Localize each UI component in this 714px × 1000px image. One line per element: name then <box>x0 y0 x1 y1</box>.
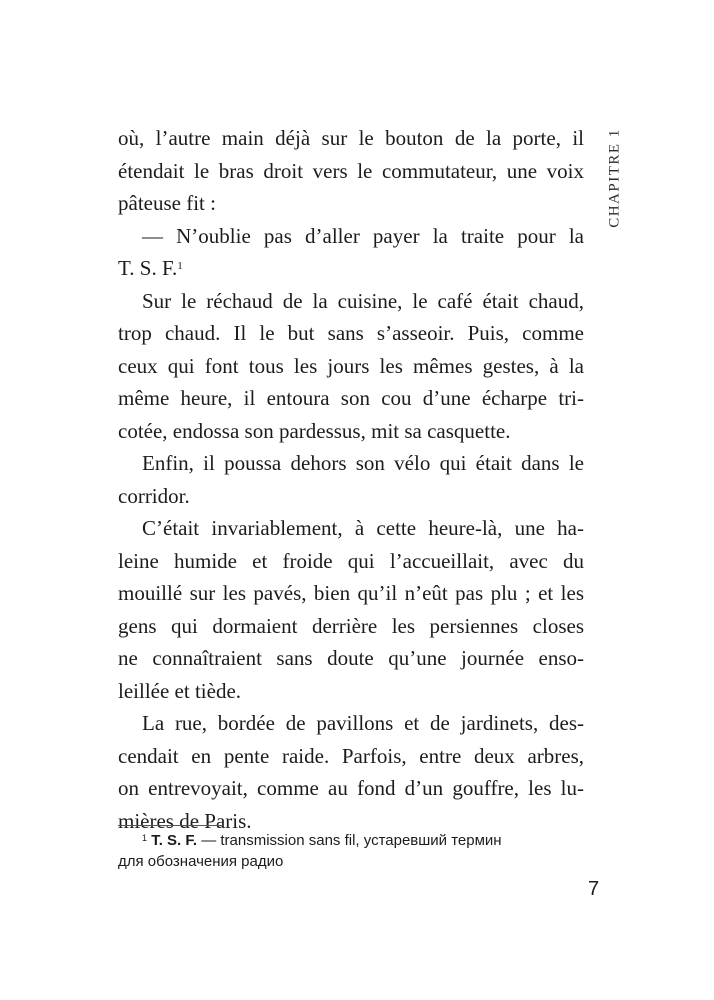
text-line: mouillé sur les pavés, bien qu’il n’eût pas plu ; et les <box>118 581 584 605</box>
footnote <box>118 830 598 872</box>
text-line: même heure, il entoura son cou d’une écharpe tri- <box>118 386 584 410</box>
text-line: ne connaîtraient sans doute qu’une journée enso- <box>118 646 584 670</box>
footnote-text: — transmission sans fil, устаревший термин <box>197 832 502 849</box>
text-line: corridor. <box>118 483 190 508</box>
footnote-text-cont: для обозначения радио <box>118 853 284 870</box>
text-line: cendait en pente raide. Parfois, entre deux arbres, <box>118 743 584 768</box>
text-line: T. S. F.$^1$ <box>118 256 183 280</box>
text-line: Sur le réchaud de la cuisine, le café était chaud, <box>142 288 584 313</box>
text-line: La rue, bordée de pavillons et de jardinets, des- <box>142 711 584 735</box>
text-line: on entrevoyait, comme au fond d’un gouffre, les lu- <box>118 776 584 800</box>
text-line: étendait le bras droit vers le commutateur, une voix <box>118 158 584 183</box>
text-line: pâteuse fit : <box>118 191 216 215</box>
text-line: mières de Paris. <box>118 808 252 833</box>
body-text <box>118 122 584 837</box>
text-line: leillée et tiède. <box>118 678 242 703</box>
footnote-marker: 1 <box>142 833 148 843</box>
text-line: trop chaud. Il le but sans s’asseoir. Puis, comme <box>118 321 584 345</box>
running-head <box>600 118 630 238</box>
footnote-rule <box>118 825 223 826</box>
text-line: C’était invariablement, à cette heure-là, une ha- <box>142 516 584 540</box>
chapter-label: CHAPITRE 1 <box>606 128 623 228</box>
text-line: gens qui dormaient derrière les persiennes closes <box>118 613 584 638</box>
text-line: — N’oublie pas d’aller payer la traite pour la <box>142 223 584 248</box>
text-line: ceux qui font tous les jours les mêmes gestes, à la <box>118 353 584 378</box>
text-line: cotée, endossa son pardessus, mit sa casquette. <box>118 418 511 443</box>
footnote-ref: 1 <box>177 260 183 272</box>
page-number: 7 <box>588 878 600 900</box>
text-line: où, l’autre main déjà sur le bouton de la porte, il <box>118 126 584 150</box>
text-line: leine humide et froide qui l’accueillait, avec du <box>118 548 584 573</box>
footnote-term: T. S. F. <box>151 832 198 849</box>
text-line: Enfin, il poussa dehors son vélo qui était dans le <box>142 451 584 475</box>
